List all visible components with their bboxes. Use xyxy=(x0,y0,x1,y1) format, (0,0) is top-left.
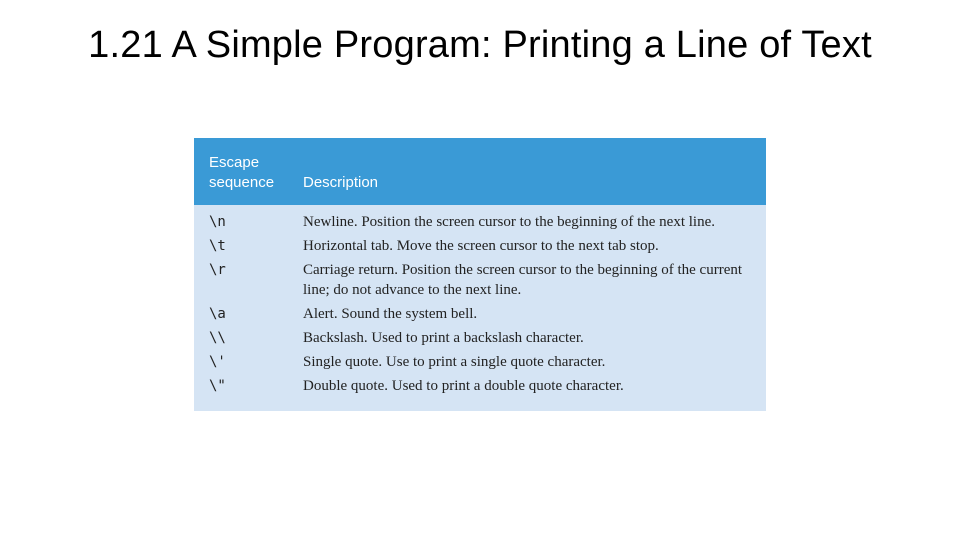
escape-description: Single quote. Use to print a single quote character. xyxy=(303,354,606,370)
escape-description: Double quote. Used to print a double quote character. xyxy=(303,378,624,394)
escape-description: Newline. Position the screen cursor to the beginning of the next line. xyxy=(303,214,715,230)
escape-description: Backslash. Used to print a backslash character. xyxy=(303,330,584,346)
escape-description: Carriage return. Position the screen cursor to the beginning of the current line; do not advance to the next line. xyxy=(303,262,743,298)
escape-code: \r xyxy=(209,262,226,278)
header-escape-line1: Escape xyxy=(209,154,260,171)
slide-title: 1.21 A Simple Program: Printing a Line of Text xyxy=(88,24,872,66)
escape-description: Horizontal tab. Move the screen cursor to the next tab stop. xyxy=(303,238,659,254)
table-header xyxy=(194,138,766,205)
escape-code: \" xyxy=(209,378,226,394)
escape-description: Alert. Sound the system bell. xyxy=(303,306,478,322)
header-escape-sequence xyxy=(209,153,274,193)
escape-code: \a xyxy=(209,306,226,322)
header-escape-line2: sequence xyxy=(209,174,275,191)
escape-code: \' xyxy=(209,354,226,370)
escape-sequence-table xyxy=(194,138,766,411)
header-description: Description xyxy=(303,174,379,191)
escape-code: \n xyxy=(209,214,226,230)
escape-code: \t xyxy=(209,238,226,254)
escape-code: \\ xyxy=(209,330,226,346)
